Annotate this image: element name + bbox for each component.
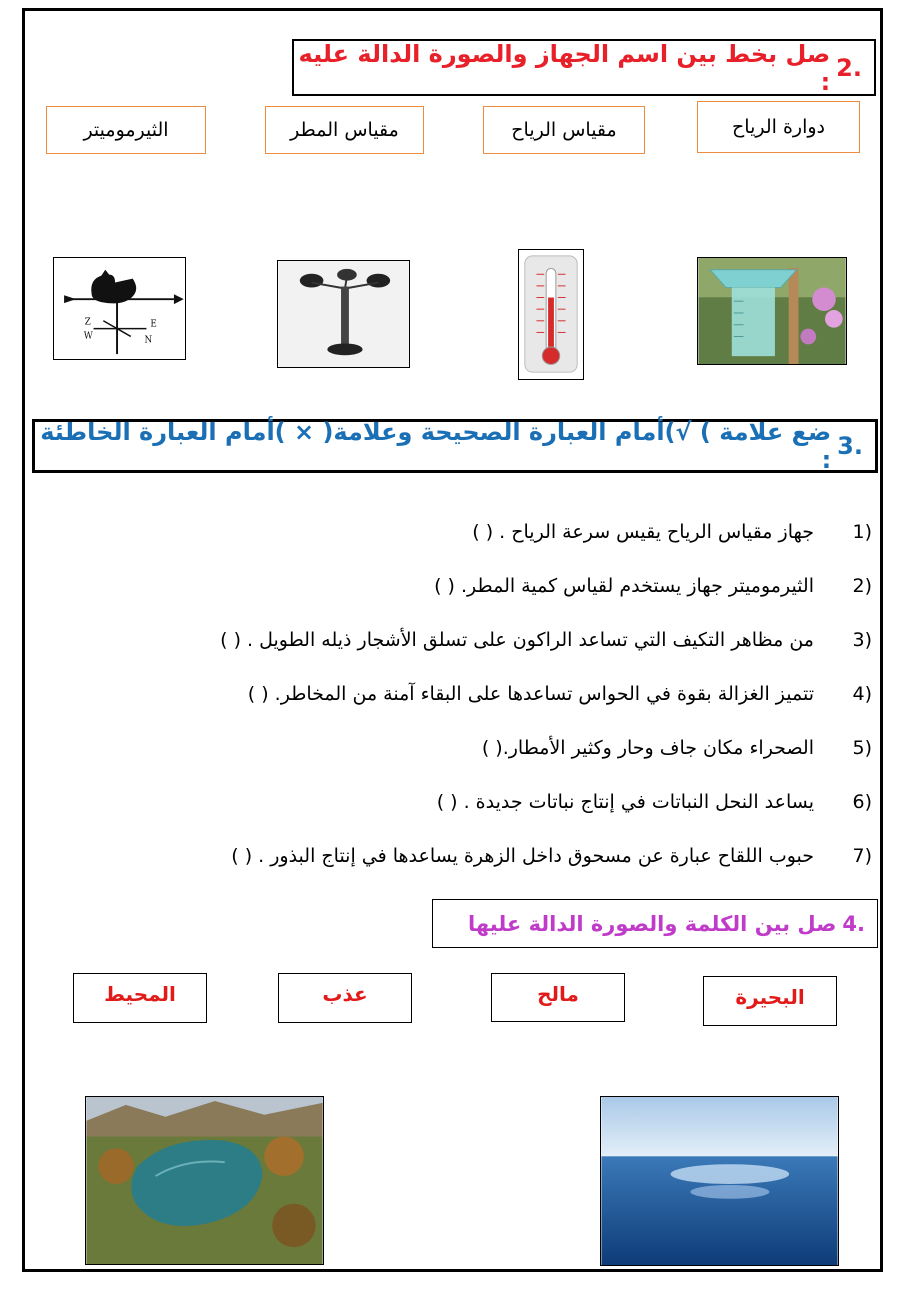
section2-heading (292, 39, 876, 96)
section4-heading (432, 899, 878, 948)
statement-number: 4) (852, 683, 872, 705)
statement-item (22, 505, 872, 559)
word-lake: البحيرة (703, 976, 837, 1026)
section2-number: 2. (836, 53, 862, 82)
statement-item (22, 721, 872, 775)
thermometer-image (518, 249, 584, 380)
statement-number: 2) (852, 575, 872, 597)
word-salty: مالح (491, 973, 625, 1022)
svg-text:W: W (83, 331, 93, 342)
label-anemometer: مقياس الرياح (483, 106, 645, 154)
section2-title: صل بخط بين اسم الجهاز والصورة الدالة عليه : (298, 39, 831, 96)
statement-number: 1) (852, 521, 872, 543)
statement-text: الثيرموميتر جهاز يستخدم لقياس كمية المطر. ( ) (434, 575, 814, 597)
anemometer-image (277, 260, 410, 368)
statement-text: جهاز مقياس الرياح يقيس سرعة الرياح . ( ) (472, 521, 814, 543)
label-rain-gauge: مقياس المطر (265, 106, 424, 154)
label-weather-vane: دوارة الرياح (697, 101, 860, 153)
statement-text: الصحراء مكان جاف وحار وكثير الأمطار.( ) (481, 737, 814, 759)
statement-item (22, 613, 872, 667)
label-thermometer: الثيرموميتر (46, 106, 206, 154)
statement-item (22, 829, 872, 883)
word-fresh: عذب (278, 973, 412, 1023)
statement-number: 7) (852, 845, 872, 867)
statement-number: 6) (852, 791, 872, 813)
svg-text:E: E (150, 319, 157, 330)
section3-title: ضع علامة ) √)أمام العبارة الصحيحة وعلامة( × )أمام العبارة الخاطئة : (40, 418, 832, 474)
statement-item (22, 559, 872, 613)
section4-title: صل بين الكلمة والصورة الدالة عليها (468, 911, 837, 936)
weather-vane-image (53, 257, 186, 360)
statements-list (22, 505, 872, 883)
statement-text: من مظاهر التكيف التي تساعد الراكون على تسلق الأشجار ذيله الطويل . ( ) (220, 629, 814, 651)
word-ocean: المحيط (73, 973, 207, 1023)
statement-item (22, 667, 872, 721)
rain-gauge-image (697, 257, 847, 365)
section3-number: 3. (837, 432, 863, 460)
svg-text:Z: Z (84, 317, 91, 328)
statement-number: 3) (852, 629, 872, 651)
svg-text:N: N (144, 335, 153, 346)
section3-heading (32, 419, 878, 473)
statement-number: 5) (852, 737, 872, 759)
statement-item (22, 775, 872, 829)
statement-text: حبوب اللقاح عبارة عن مسحوق داخل الزهرة يساعدها في إنتاج البذور . ( ) (231, 845, 814, 867)
statement-text: يساعد النحل النباتات في إنتاج نباتات جديدة . ( ) (436, 791, 814, 813)
ocean-image (600, 1096, 839, 1266)
statement-text: تتميز الغزالة بقوة في الحواس تساعدها على البقاء آمنة من المخاطر. ( ) (247, 683, 814, 705)
lake-image (85, 1096, 324, 1265)
section4-number: 4. (842, 911, 865, 936)
